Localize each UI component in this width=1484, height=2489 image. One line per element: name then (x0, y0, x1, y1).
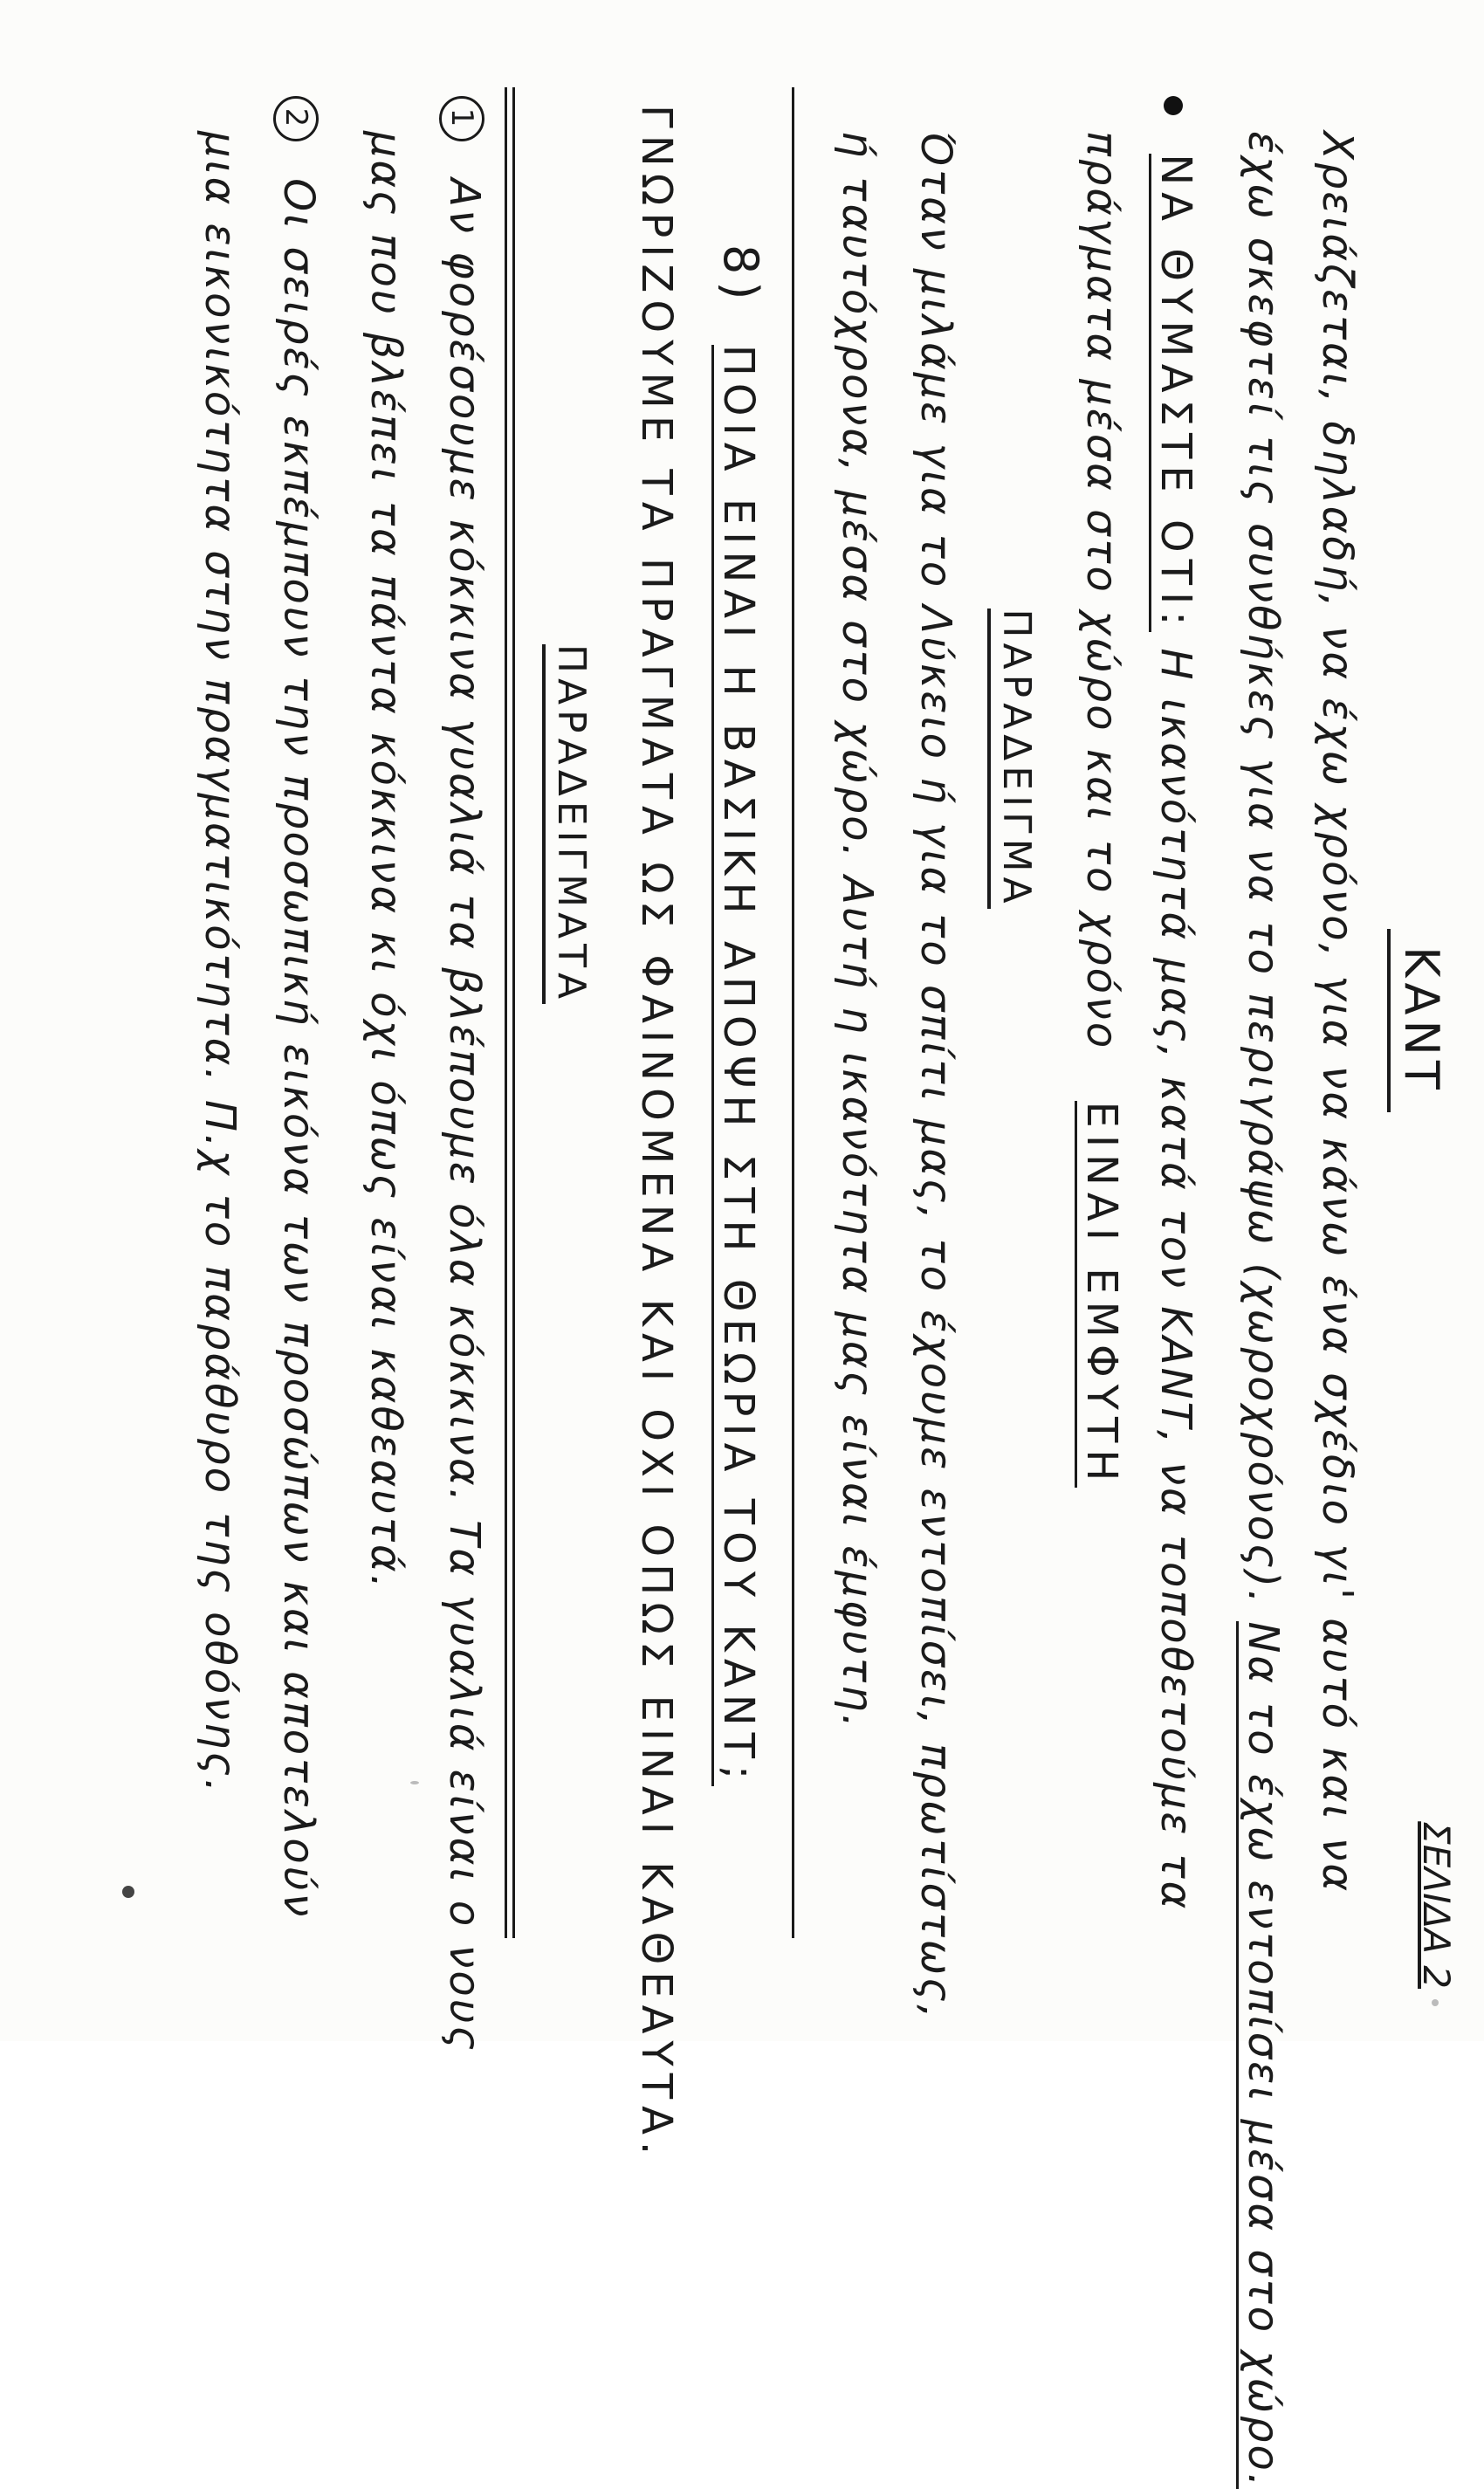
text-line: ή ταυτόχρονα, μέσα στο χώρο. Αυτή η ικανότητα μας είναι έμφυτη. (833, 131, 882, 1730)
number-1-icon: 1 (439, 96, 484, 141)
example-2-line: μια εικονικότητα στην πραγματικότητα. Π.χ το παράθυρο της οθόνης. (196, 131, 244, 1795)
text-line: Όταν μιλάμε για το Λύκειο ή για το σπίτι μας, το έχουμε εντοπίσει, πρωτίστως, (911, 131, 960, 2021)
text-line: πράγματα μέσα στο χώρο και το χρόνο ΕΙΝΑΙ ΕΜΦΥΤΗ (1077, 131, 1126, 1488)
remember-label: ΝΑ ΘΥΜΑΣΤΕ ΟΤΙ: (1149, 154, 1200, 632)
divider-line (505, 87, 515, 1938)
bullet-icon (1164, 96, 1183, 115)
example-heading: ΠΑΡΑΔΕΙΓΜΑ (994, 0, 1039, 2041)
text-line: ΝΑ ΘΥΜΑΣΤΕ ΟΤΙ: Η ικανότητά μας, κατά τον ΚΑΝΤ, να τοποθετούμε τα (1151, 96, 1200, 1911)
divider-line (792, 87, 794, 1938)
question-line: 8) ΠΟΙΑ ΕΙΝΑΙ Η ΒΑΣΙΚΗ ΑΠΟΨΗ ΣΤΗ ΘΕΩΡΙΑ ΤΟΥ ΚΑΝΤ; (713, 244, 768, 1787)
number-2-icon: 2 (273, 96, 319, 141)
answer-line: ΓΝΩΡΙΖΟΥΜΕ ΤΑ ΠΡΑΓΜΑΤΑ ΩΣ ΦΑΙΝΟΜΕΝΑ ΚΑΙ ΟΧΙ ΟΠΩΣ ΕΙΝΑΙ ΚΑΘΕΑΥΤΑ. (632, 105, 681, 2162)
page-number: ΣΕΛΙΔΑ 2 (1415, 1821, 1458, 1989)
innate-label: ΕΙΝΑΙ ΕΜΦΥΤΗ (1075, 1101, 1126, 1488)
text-line: έχω σκεφτεί τις συνθήκες για να το περιγράψω (χωροχρόνος). Να το έχω εντοπίσει μέσα στο χώρο. (1239, 131, 1288, 2489)
question-number: 8) (713, 244, 768, 307)
example-2-line: 2 Οι σειρές εκπέμπουν την προσωπική εικόνα των προσώπων και αποτελούν (273, 96, 323, 1919)
text-line: Χρειάζεται, δηλαδή, να έχω χρόνο, για να κάνω ένα σχέδιο γι' αυτό και να (1313, 131, 1362, 1894)
page-title: ΚΑΝΤ (1394, 0, 1449, 2041)
underlined-phrase: Να το έχω εντοπίσει μέσα στο χώρο. (1236, 1621, 1288, 2489)
example-1-line: 1 Αν φορέσουμε κόκκινα γυαλιά τα βλέπουμε όλα κόκκινα. Τα γυαλιά είναι ο νους (439, 96, 489, 2053)
examples-heading: ΠΑΡΑΔΕΙΓΜΑΤΑ (549, 0, 594, 2041)
example-1-line: μας που βλέπει τα πάντα κόκκινα κι όχι όπως είναι καθεαυτά. (361, 131, 410, 1591)
